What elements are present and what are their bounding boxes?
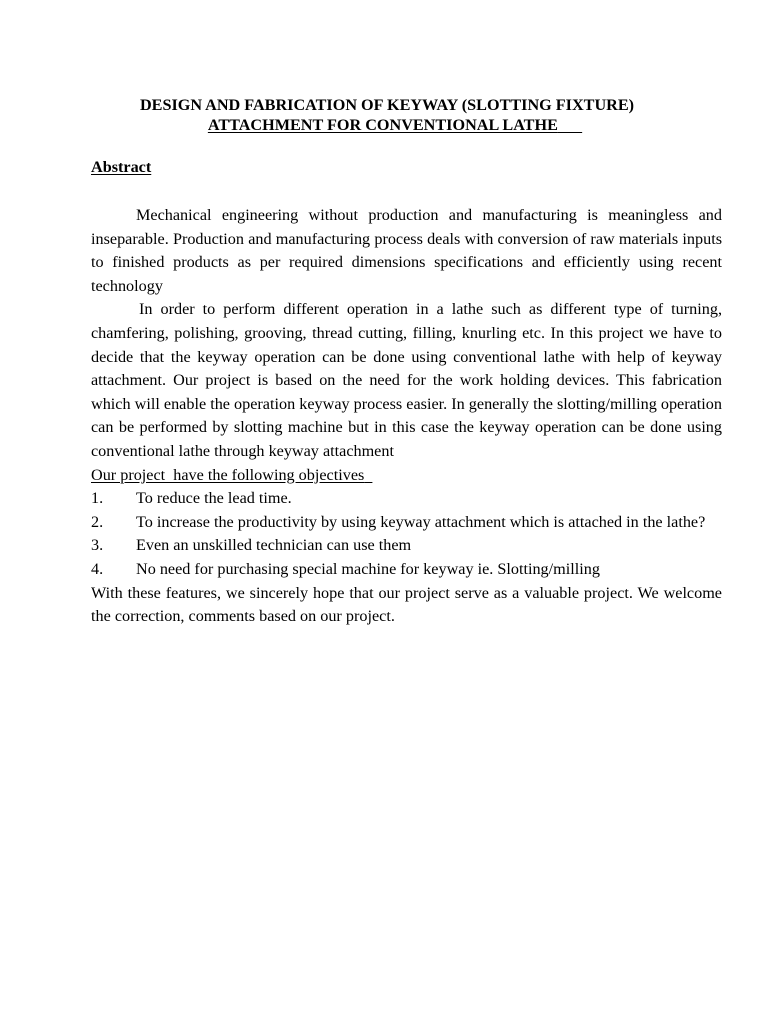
document-title [0,95,768,135]
title-line-2 [0,115,768,135]
objectives-list [91,487,722,581]
title-line-1: DESIGN AND FABRICATION OF KEYWAY (SLOTTING FIXTURE) [139,96,635,114]
title-line-2-text: ATTACHMENT FOR CONVENTIONAL LATHE [207,116,558,134]
paragraph-lathe-operations: In order to perform different operation in a lathe such as different type of turning, chamfering, polishing, grooving, thread cutting, filling, knurling etc. In this project we have to decide that the keyway operation can be done using conventional lathe with help of keyway attachment. Our project is based on the need for the work holding devices. This fabrication which will enable the operation keyway process easier. In generally the slotting/milling operation can be performed by slotting machine but in this case the keyway operation can be done using conventional lathe through keyway attachment [91,300,722,460]
objective-number: 1. [91,489,104,508]
objective-number: 2. [91,512,104,531]
objective-number: 3. [91,536,104,555]
abstract-body [91,204,722,629]
objective-text: No need for purchasing special machine for keyway ie. Slotting/milling [136,559,600,578]
objective-number: 4. [91,559,104,578]
objectives-heading-text: Our project have the following objectives [91,465,365,484]
abstract-heading: Abstract [91,158,152,176]
objective-text: Even an unskilled technician can use them [136,536,412,555]
objective-text: To reduce the lead time. [136,489,292,508]
objective-item [91,511,722,535]
paragraph-intro: Mechanical engineering without production and manufacturing is meaningless and inseparable. Production and manufacturing process deals with conversion of raw materials inputs to finished products as per required dimensions specifications and efficiently using recent technology [91,206,722,295]
paragraph-closing: With these features, we sincerely hope that our project serve as a valuable project. We welcome the correction, comments based on our project. [91,583,722,626]
objective-item [91,558,722,582]
objectives-heading [91,464,722,488]
objective-text: To increase the productivity by using keyway attachment which is attached in the lathe? [136,512,706,531]
objective-item [91,487,722,511]
objective-item [91,534,722,558]
